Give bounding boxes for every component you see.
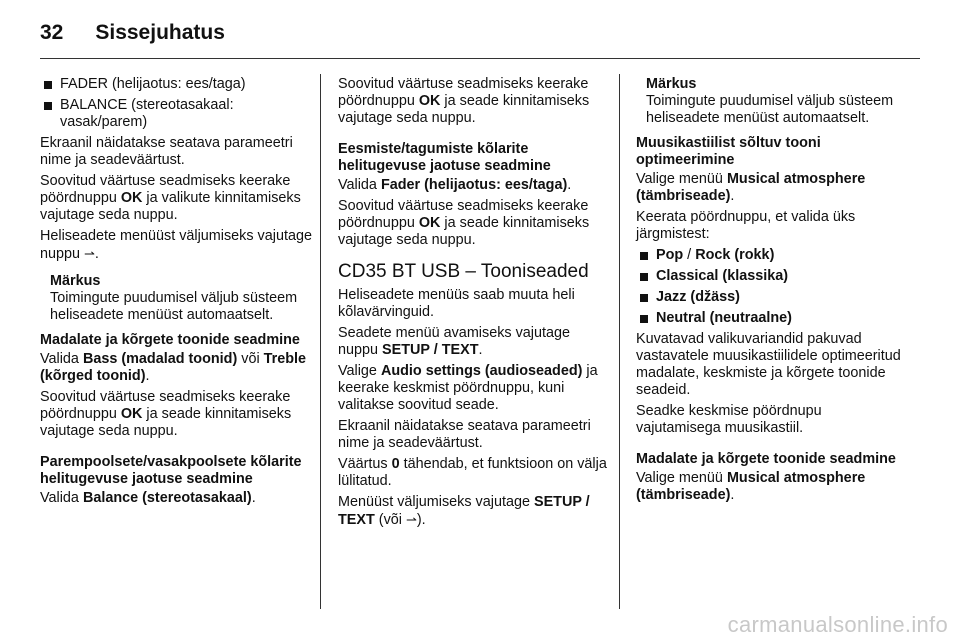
page-title: Sissejuhatus (95, 21, 225, 44)
column-1 (40, 76, 312, 511)
paragraph: Ekraanil näidatakse seatava parameetri nime ja seadeväärtust. (40, 135, 293, 168)
column-2 (338, 76, 610, 533)
paragraph: Valida Bass (madalad toonid) või Treble (kõrged toonid). (40, 351, 307, 384)
paragraph: Ekraanil näidatakse seatava parameetri nime ja seadeväärtust. (338, 418, 591, 451)
section-heading: Eesmiste/tagumiste kõlarite helitugevuse jaotuse seadmine (338, 141, 551, 174)
page-header (40, 18, 225, 48)
paragraph: Keerata pöördnuppu, et valida üks järgmistest: (636, 209, 856, 242)
paragraph: Valige Audio settings (audioseaded) ja keerake keskmist pöördnuppu, kuni valitakse soovitud seade. (338, 363, 598, 413)
paragraph: Väärtus 0 tähendab, et funktsioon on välja lülitatud. (338, 456, 607, 489)
list-item: Jazz (džäss) (636, 289, 908, 306)
note-text: Toimingute puudumisel väljub süsteem heliseadete menüüst automaatselt. (646, 93, 894, 126)
paragraph: Kuvatavad valikuvariandid pakuvad vastavatele muusikastiilidele optimeeritud madalate, keskmiste ja kõrgete toonide seadeid. (636, 331, 901, 398)
bullet-square-icon (640, 294, 648, 302)
paragraph: Soovitud väärtuse seadmiseks keerake pöördnuppu OK ja seade kinnitamiseks vajutage seda nuppu. (338, 198, 590, 248)
list-item: Neutral (neutraalne) (636, 310, 908, 327)
header-rule (40, 58, 920, 59)
section-heading: Madalate ja kõrgete toonide seadmine (636, 451, 896, 467)
paragraph: Menüüst väljumiseks vajutage SETUP / TEXT (või ⇀). (338, 494, 590, 528)
back-arrow-icon: ⇀ (84, 246, 95, 261)
list-item: Pop / Rock (rokk) (636, 247, 908, 264)
paragraph: Heliseadete menüüst väljumiseks vajutage nuppu ⇀. (40, 228, 312, 262)
note-title: Märkus (50, 273, 101, 289)
page-number: 32 (40, 21, 64, 44)
paragraph: Seadke keskmise pöördnupu vajutamisega muusikastiil. (636, 403, 822, 436)
paragraph: Soovitud väärtuse seadmiseks keerake pöördnuppu OK ja seade kinnitamiseks vajutage seda nuppu. (40, 389, 292, 439)
watermark: carmanualsonline.info (727, 612, 948, 637)
bullet-square-icon (640, 315, 648, 323)
note-box (50, 273, 312, 324)
section-heading-large: CD35 BT USB – Tooniseaded (338, 261, 589, 282)
bullet-square-icon (44, 81, 52, 89)
paragraph: Soovitud väärtuse seadmiseks keerake pöördnuppu OK ja seade kinnitamiseks vajutage seda nuppu. (338, 76, 590, 126)
bullet-square-icon (640, 273, 648, 281)
paragraph: Heliseadete menüüs saab muuta heli kõlavärvinguid. (338, 287, 575, 320)
list-item: FADER (helijaotus: ees/taga) (40, 76, 312, 93)
section-heading: Muusikastiilist sõltuv tooni optimeerimine (636, 135, 821, 168)
list-item: Classical (klassika) (636, 268, 908, 285)
note-text: Toimingute puudumisel väljub süsteem heliseadete menüüst automaatselt. (50, 290, 298, 323)
section-heading: Madalate ja kõrgete toonide seadmine (40, 332, 300, 348)
note-box (646, 76, 908, 127)
back-arrow-icon: ⇀ (405, 512, 417, 527)
paragraph: Valige menüü Musical atmosphere (tämbriseade). (636, 470, 866, 503)
column-divider-2 (619, 74, 620, 609)
bullet-square-icon (44, 102, 52, 110)
column-divider-1 (320, 74, 321, 609)
paragraph: Valida Fader (helijaotus: ees/taga). (338, 177, 572, 193)
section-heading: Parempoolsete/vasakpoolsete kõlarite helitugevuse jaotuse seadmine (40, 454, 302, 487)
bullet-square-icon (640, 252, 648, 260)
note-title: Märkus (646, 76, 697, 92)
list-item: BALANCE (stereotasakaal: vasak/parem) (40, 97, 312, 131)
paragraph: Valige menüü Musical atmosphere (tämbriseade). (636, 171, 866, 204)
paragraph: Valida Balance (stereotasakaal). (40, 490, 256, 506)
paragraph: Soovitud väärtuse seadmiseks keerake pöördnuppu OK ja valikute kinnitamiseks vajutage seda nuppu. (40, 173, 301, 223)
paragraph: Seadete menüü avamiseks vajutage nuppu SETUP / TEXT. (338, 325, 570, 358)
column-3 (636, 76, 908, 508)
